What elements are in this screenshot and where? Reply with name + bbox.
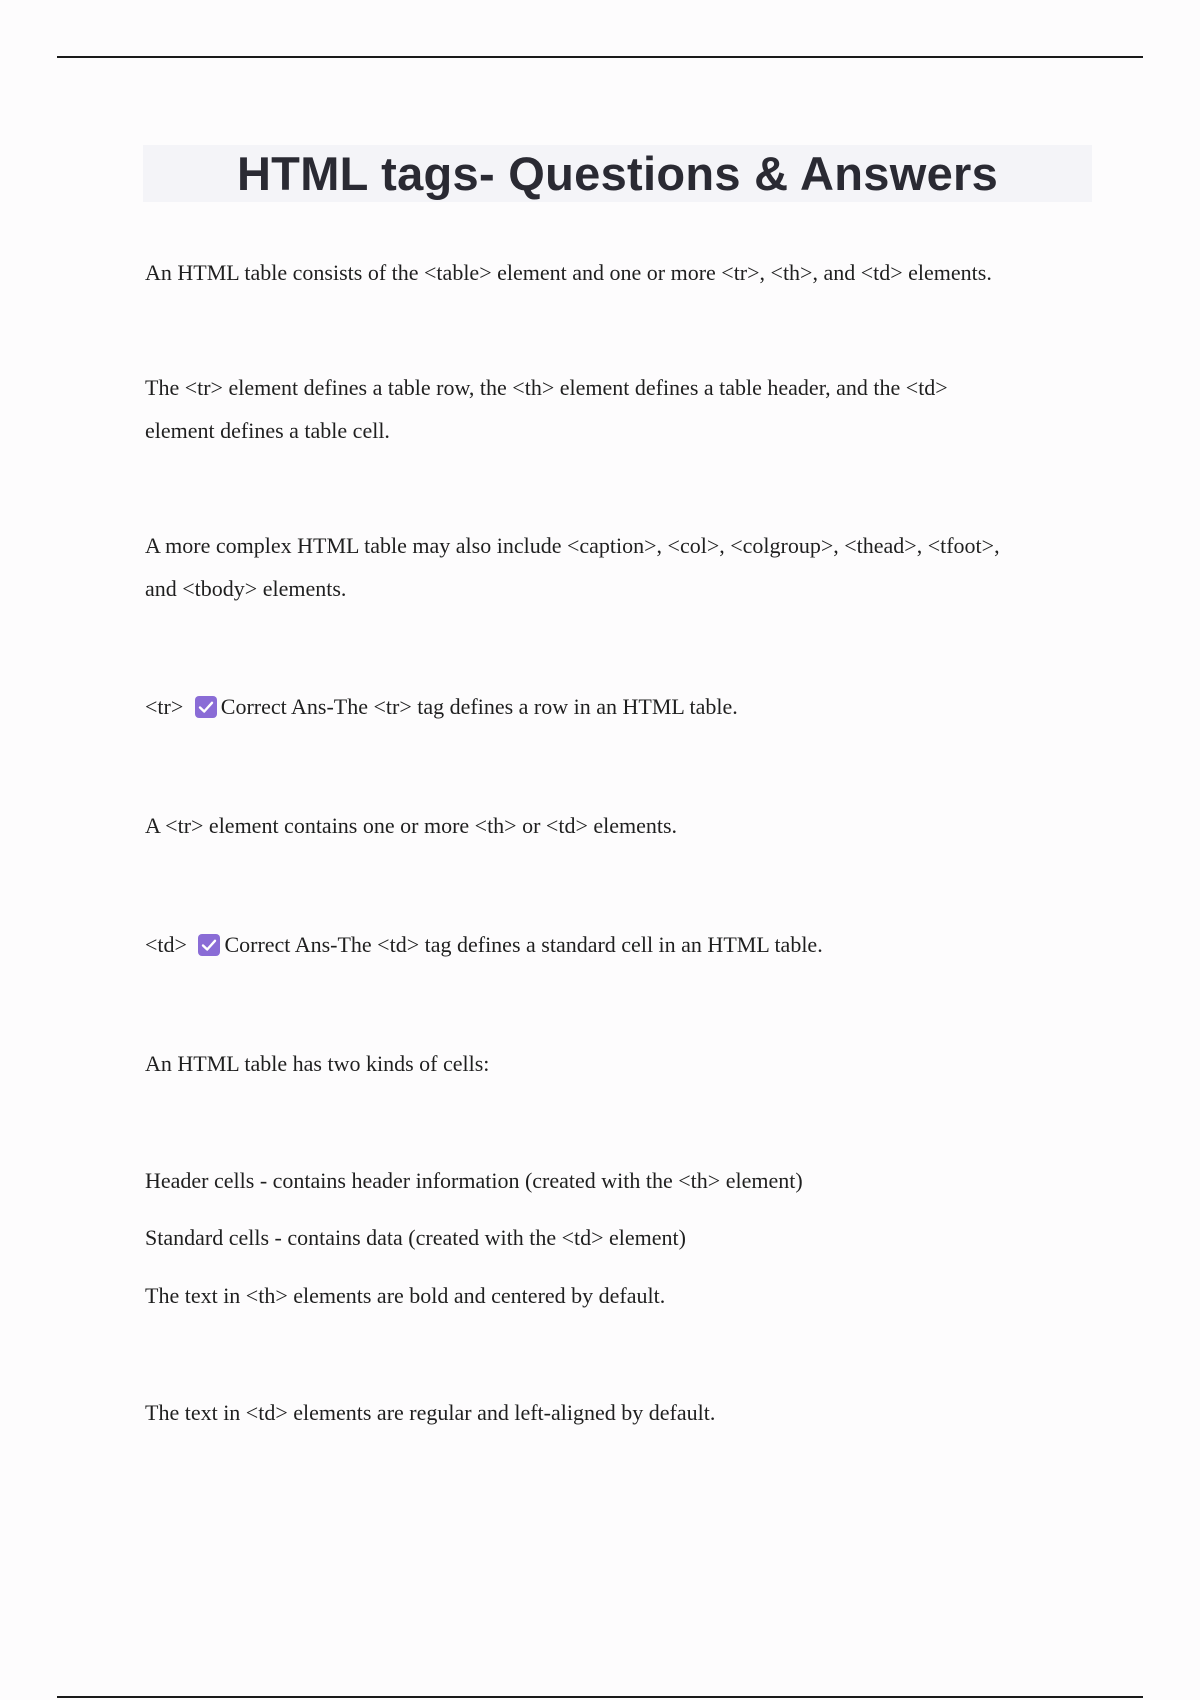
answer-tr: Correct Ans-The <tr> tag defines a row in an HTML table. (220, 694, 738, 719)
question-td: <td> (145, 932, 187, 957)
paragraph-2-line-1: The <tr> element defines a table row, the <th> element defines a table header, and the <td> (145, 375, 948, 400)
paragraph-2-line-2: element defines a table cell. (145, 418, 390, 443)
note-header-cells: Header cells - contains header information (created with the <th> element) (145, 1168, 803, 1193)
note-standard-cells: Standard cells - contains data (created with the <td> element) (145, 1225, 686, 1250)
check-box-icon (198, 934, 220, 956)
paragraph-1-line-1: An HTML table consists of the <table> element and one or more <tr>, <th>, and <td> elements. (145, 260, 992, 285)
check-box-icon (195, 696, 217, 718)
note-tr-contains: A <tr> element contains one or more <th> or <td> elements. (145, 813, 678, 838)
bottom-rule (57, 1696, 1143, 1698)
note-th-default: The text in <th> elements are bold and centered by default. (145, 1283, 666, 1308)
paragraph-3-line-2: and <tbody> elements. (145, 576, 347, 601)
note-td-default: The text in <td> elements are regular and left-aligned by default. (145, 1400, 716, 1425)
qa-item-td (145, 932, 823, 958)
paragraph-3-line-1: A more complex HTML table may also include <caption>, <col>, <colgroup>, <thead>, <tfoot>, (145, 533, 1000, 558)
answer-td: Correct Ans-The <td> tag defines a standard cell in an HTML table. (224, 932, 823, 957)
title-band (143, 145, 1092, 202)
qa-item-tr (145, 694, 738, 720)
question-tr: <tr> (145, 694, 184, 719)
top-rule (57, 56, 1143, 58)
page-title: HTML tags- Questions & Answers (236, 147, 999, 200)
note-two-kinds: An HTML table has two kinds of cells: (145, 1051, 490, 1076)
